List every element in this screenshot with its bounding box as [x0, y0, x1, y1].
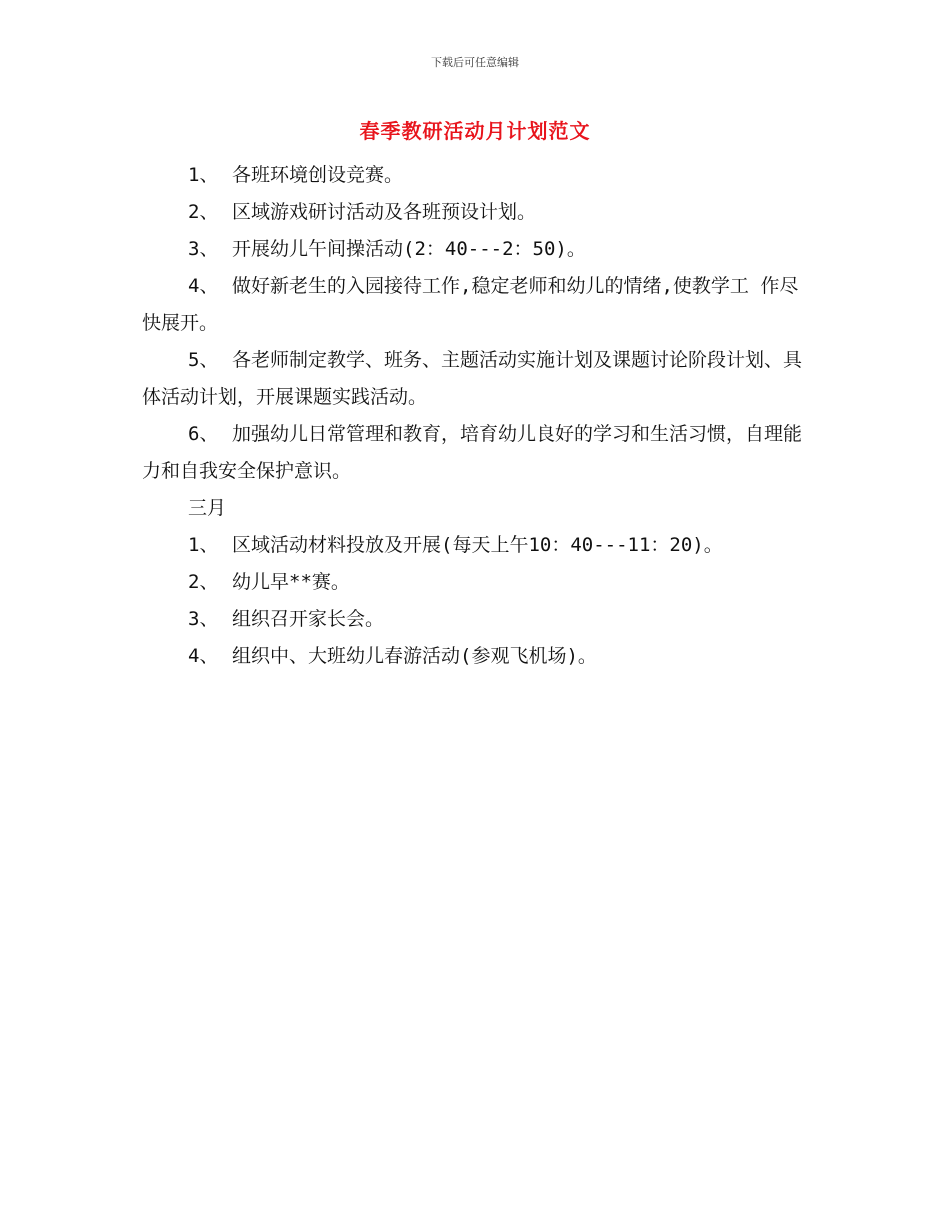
item-text: 幼儿早**赛。 — [232, 571, 350, 593]
item-text: 各班环境创设竞赛。 — [232, 164, 404, 186]
item-text: 组织召开家长会。 — [232, 608, 385, 630]
list-item — [142, 342, 810, 416]
item-text: 区域游戏研讨活动及各班预设计划。 — [232, 201, 537, 223]
item-text: 开展幼儿午间操活动(2：40---2：50)。 — [232, 238, 586, 260]
list-item — [142, 157, 810, 194]
item-number: 1、 — [188, 534, 219, 556]
list-item — [142, 416, 810, 490]
section-heading-march: 三月 — [188, 497, 227, 519]
item-text: 区域活动材料投放及开展(每天上午10：40---11：20)。 — [232, 534, 723, 556]
list-item — [142, 231, 810, 268]
item-number: 1、 — [188, 164, 219, 186]
item-number: 3、 — [188, 608, 219, 630]
item-text: 做好新老生的入园接待工作,稳定老师和幼儿的情绪,使教学工 作尽快展开。 — [142, 275, 799, 334]
list-item — [142, 638, 810, 675]
list-item — [142, 268, 810, 342]
item-number: 2、 — [188, 201, 219, 223]
item-number: 4、 — [188, 275, 219, 297]
document-body — [142, 157, 810, 675]
list-item — [142, 527, 810, 564]
list-item — [142, 564, 810, 601]
document-title: 春季教研活动月计划范文 — [359, 119, 591, 143]
list-item — [142, 601, 810, 638]
item-number: 4、 — [188, 645, 219, 667]
item-number: 6、 — [188, 423, 219, 445]
item-text: 各老师制定教学、班务、主题活动实施计划及课题讨论阶段计划、具体活动计划，开展课题实践活动。 — [142, 349, 803, 408]
item-text: 加强幼儿日常管理和教育，培育幼儿良好的学习和生活习惯，自理能力和自我安全保护意识。 — [142, 423, 803, 482]
item-number: 5、 — [188, 349, 219, 371]
header-note: 下载后可任意编辑 — [431, 56, 519, 69]
item-number: 3、 — [188, 238, 219, 260]
item-number: 2、 — [188, 571, 219, 593]
item-text: 组织中、大班幼儿春游活动(参观飞机场)。 — [232, 645, 597, 667]
list-item — [142, 194, 810, 231]
